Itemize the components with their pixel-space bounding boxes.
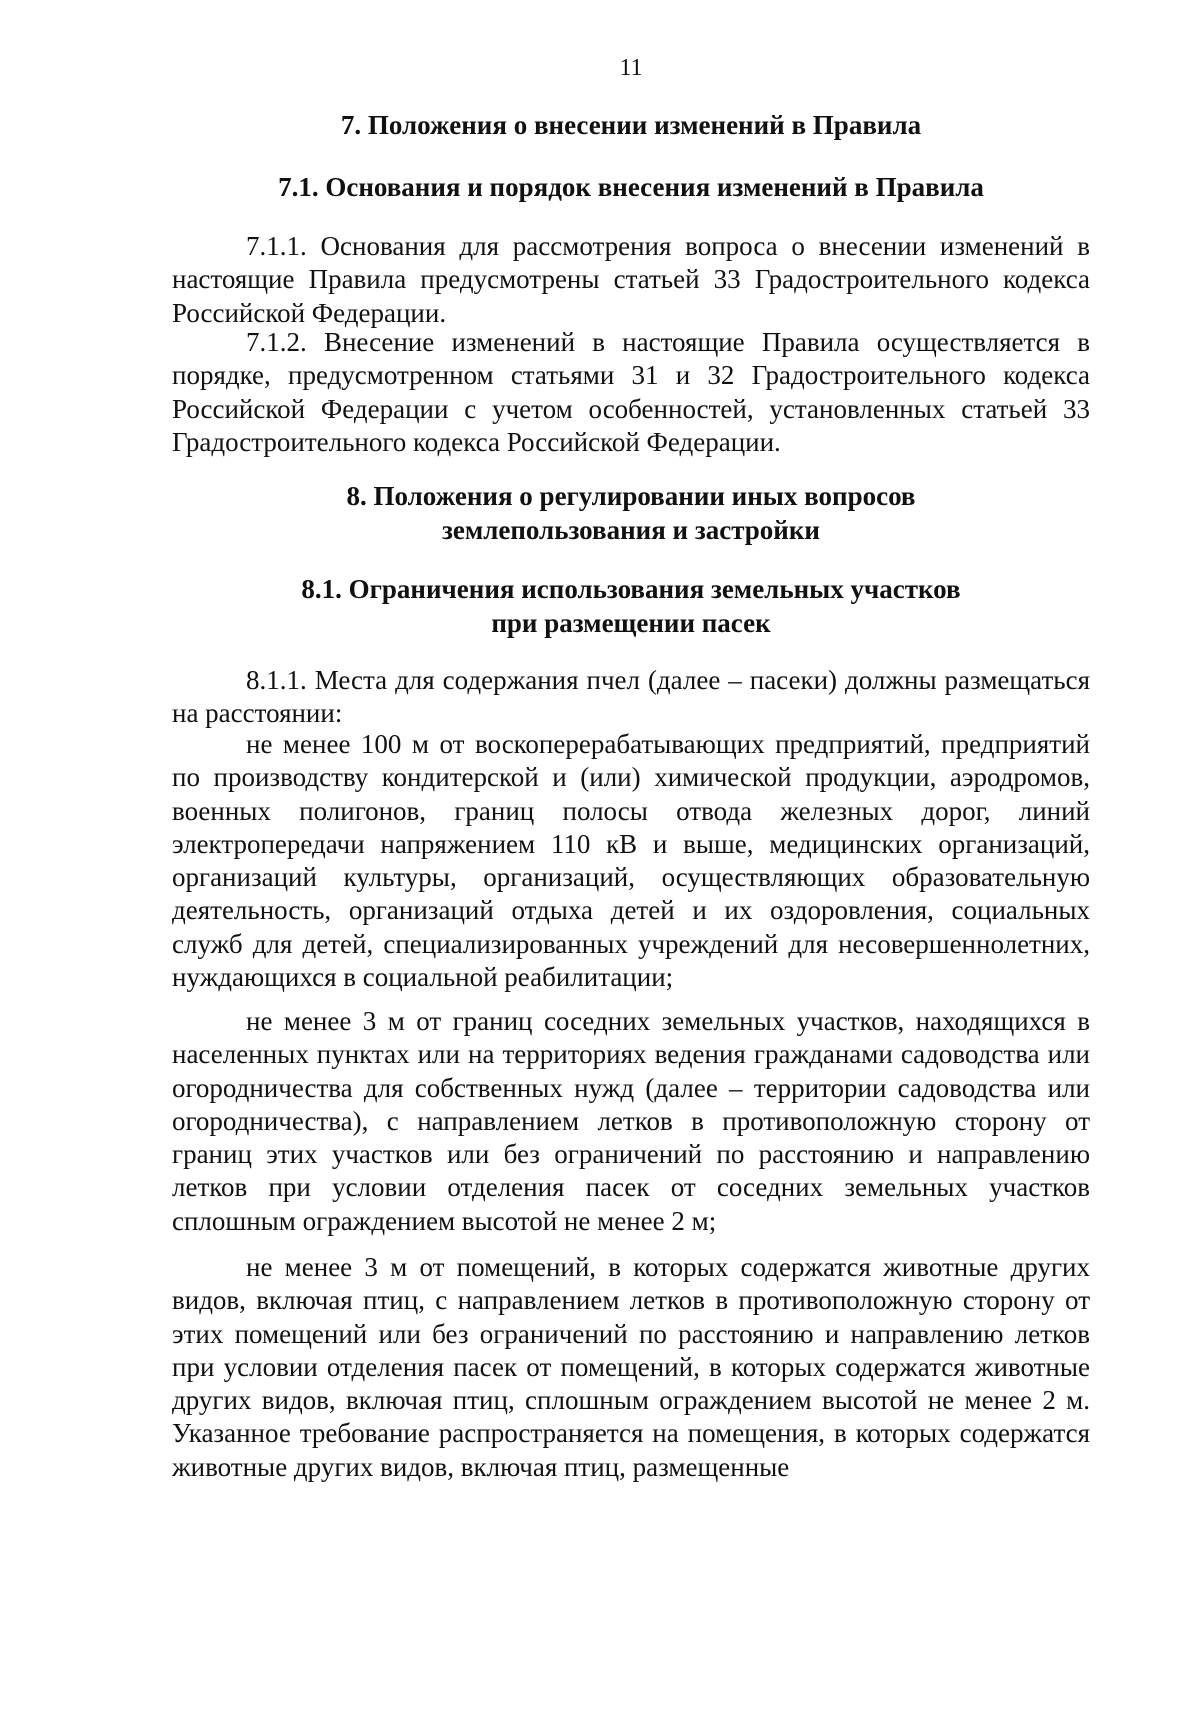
section-8-heading-line-2: землепользования и застройки	[442, 515, 820, 545]
paragraph-7-1-2: 7.1.2. Внесение изменений в настоящие Правила осуществляется в порядке, предусмотренном статьями 31 и 32 Градостроительного кодекса Российской Федерации с учетом особенностей, установленных статьей 33 Градостроительного кодекса Российской Федерации.	[172, 327, 1090, 457]
section-7-heading: 7. Положения о внесении изменений в Правила	[340, 110, 922, 140]
section-8-1-heading-line-1: 8.1. Ограничения использования земельных участков	[301, 574, 961, 604]
section-8-1-heading	[172, 572, 1090, 640]
section-8-1-heading-line-2: при размещении пасек	[491, 608, 771, 638]
paragraph-distance-3m-plots: не менее 3 м от границ соседних земельных участков, находящихся в населенных пунктах или на территориях ведения гражданами садоводства или огородничества для собственных нужд (далее – территории садоводства или огородничества), с направлением летков в противоположную сторону от границ этих участков или без ограничений по расстоянию и направлению летков при условии отделения пасек от соседних земельных участков сплошным ограждением высотой не менее 2 м;	[172, 1006, 1090, 1236]
paragraph-distance-3m-animals: не менее 3 м от помещений, в которых содержатся животные других видов, включая птиц, с направлением летков в противоположную сторону от этих помещений или без ограничений по расстоянию и направлению летков при условии отделения пасек от помещений, в которых содержатся животные других видов, включая птиц, сплошным ограждением высотой не менее 2 м. Указанное требование распространяется на помещения, в которых содержатся животные других видов, включая птиц, размещенные	[172, 1252, 1090, 1482]
section-7-1-heading: 7.1. Основания и порядок внесения изменений в Правила	[278, 172, 984, 202]
paragraph-8-1-1: 8.1.1. Места для содержания пчел (далее – пасеки) должны размещаться на расстоянии:	[172, 665, 1090, 729]
page-number: 11	[619, 55, 643, 81]
paragraph-7-1-1: 7.1.1. Основания для рассмотрения вопроса о внесении изменений в настоящие Правила предусмотрены статьей 33 Градостроительного кодекса Российской Федерации.	[172, 231, 1090, 328]
section-8-heading-line-1: 8. Положения о регулировании иных вопросов	[346, 481, 916, 511]
paragraph-distance-100m: не менее 100 м от воскоперерабатывающих предприятий, предприятий по производству кондитерской и (или) химической продукции, аэродромов, военных полигонов, границ полосы отвода железных дорог, линий электропередачи напряжением 110 кВ и выше, медицинских организаций, организаций культуры, организаций, осуществляющих образовательную деятельность, организаций отдыха детей и их оздоровления, социальных служб для детей, специализированных учреждений для несовершеннолетних, нуждающихся в социальной реабилитации;	[172, 729, 1090, 993]
section-8-heading	[172, 479, 1090, 547]
